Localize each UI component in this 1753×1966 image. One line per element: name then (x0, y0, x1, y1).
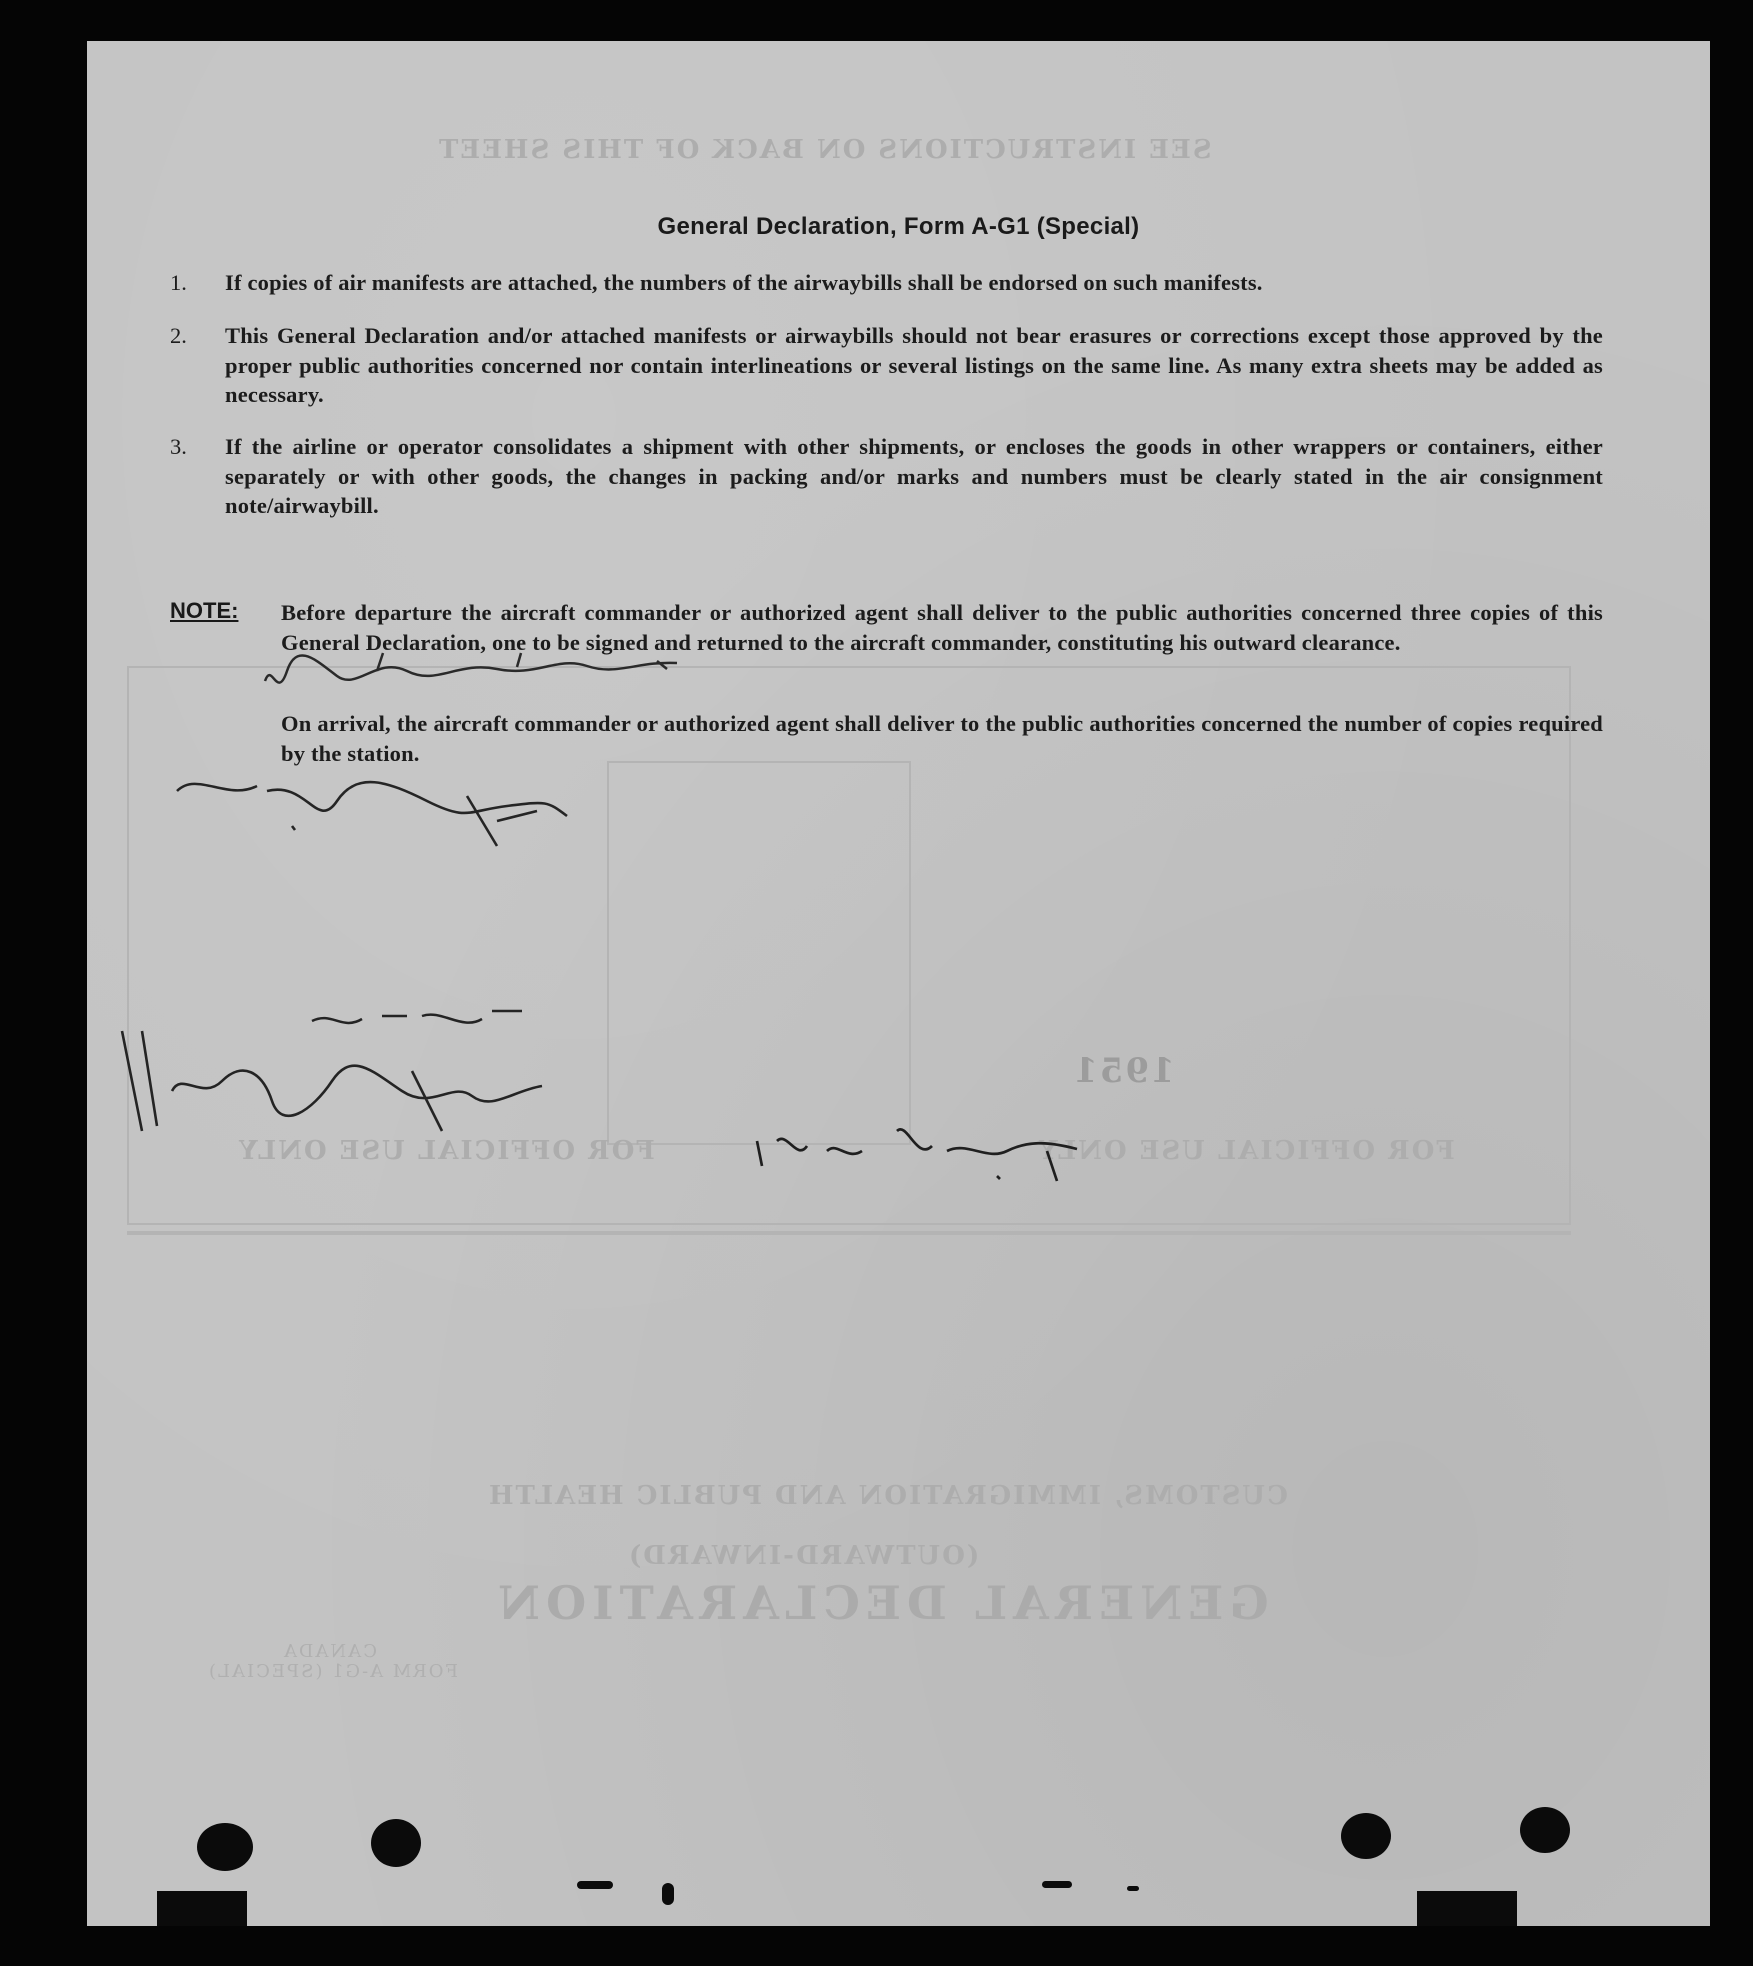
handwritten-annotation-1 (167, 761, 687, 881)
instruction-number: 1. (170, 270, 187, 295)
note-paragraph-arrival: On arrival, the aircraft commander or authorized agent shall deliver to the public authorities concerned the number of copies required by the station. (281, 711, 1603, 766)
paper-mark (577, 1881, 613, 1889)
bleed-through-direction: (OUTWARD-INWARD) (627, 1541, 980, 1571)
bleed-through-stamp: 1951 (1072, 1051, 1175, 1091)
paper-mark (662, 1883, 674, 1905)
note-paragraph-departure: Before departure the aircraft commander or authorized agent shall deliver to the public authorities concerned three copies of this General Declaration, one to be signed and returned to the aircraft commander, constituting his outward clearance. (281, 600, 1603, 655)
instruction-number: 2. (170, 323, 187, 348)
bleed-through-official-use-right: FOR OFFICIAL USE ONLY (1037, 1136, 1455, 1166)
instruction-text: This General Declaration and/or attached manifests or airwaybills should not bear erasures or corrections except those approved by the proper public authorities concerned nor contain interlineations or several listings on the same line. As many extra sheets may be added as necessary. (225, 323, 1603, 407)
handwritten-annotation-note (257, 631, 777, 711)
document-title: General Declaration, Form A-G1 (Special) (657, 213, 1140, 240)
instruction-text: If the airline or operator consolidates a shipment with other shipments, or encloses the goods in other wrappers or containers, either separately or with other goods, the changes in packing and/or marks and numbers must be clearly stated in the air consignment note/airwaybill. (225, 434, 1603, 518)
handwritten-signature (747, 1101, 1227, 1221)
instruction-item (170, 432, 1603, 521)
paper-mark (1127, 1886, 1139, 1891)
paper-mark (1042, 1881, 1072, 1888)
paper-tear (1417, 1891, 1517, 1926)
punch-hole (197, 1823, 253, 1871)
handwritten-annotation-2 (112, 971, 672, 1171)
note-label: NOTE: (170, 598, 239, 623)
bleed-through-official-use-left: FOR OFFICIAL USE ONLY (237, 1136, 655, 1166)
bleed-through-country: CANADA (282, 1641, 377, 1662)
instruction-item (170, 268, 1603, 298)
bleed-through-table-divider (127, 1231, 1571, 1235)
bleed-through-agencies: CUSTOMS, IMMIGRATION AND PUBLIC HEALTH (487, 1481, 1288, 1511)
bleed-through-form-title: GENERAL DECLARATION (492, 1576, 1269, 1630)
bleed-through-header: SEE INSTRUCTIONS ON BACK OF THIS SHEET (437, 135, 1212, 165)
instruction-item (170, 321, 1603, 410)
bleed-through-form-id: FORM A-G1 (SPECIAL) (207, 1661, 459, 1682)
paper-tear (157, 1891, 247, 1926)
document-sheet (87, 41, 1710, 1926)
punch-hole (371, 1819, 421, 1867)
punch-hole (1341, 1813, 1391, 1859)
instruction-number: 3. (170, 434, 187, 459)
instruction-text: If copies of air manifests are attached, the numbers of the airwaybills shall be endorsed on such manifests. (225, 270, 1263, 295)
punch-hole (1520, 1807, 1570, 1853)
